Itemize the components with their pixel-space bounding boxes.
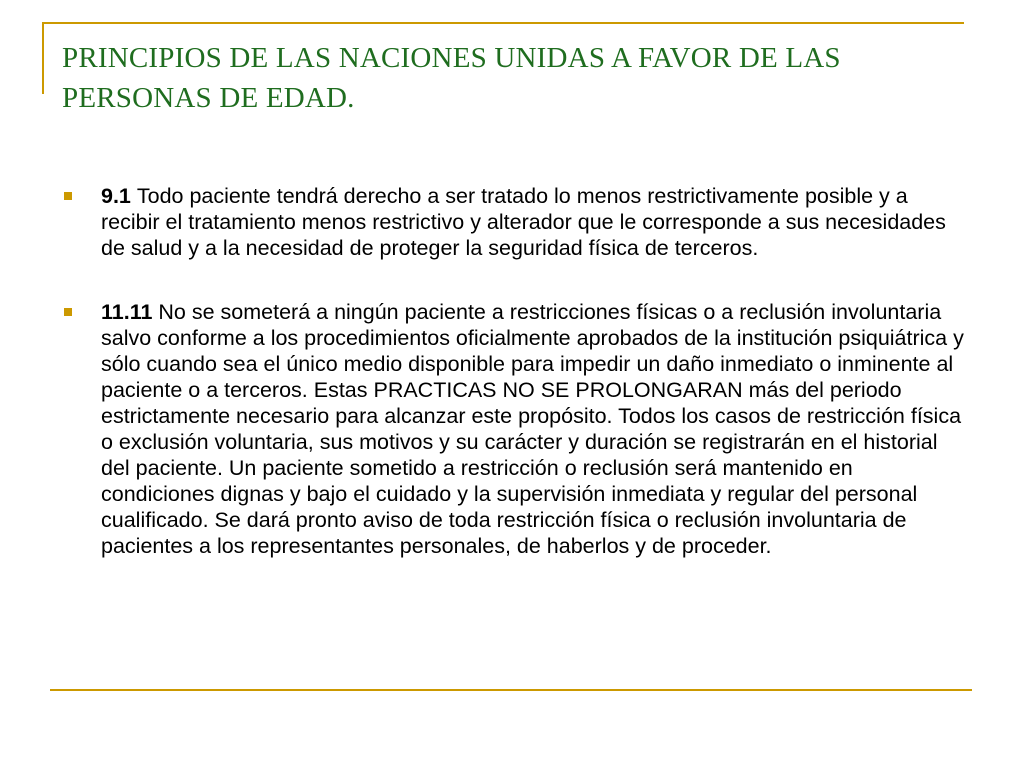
bullet-list: [62, 183, 972, 559]
bullet-text: Todo paciente tendrá derecho a ser tratado lo menos restrictivamente posible y a recibir el tratamiento menos restrictivo y alterador que le corresponde a sus necesidades de salud y a la necesidad de proteger la seguridad física de terceros.: [101, 184, 946, 260]
bullet-text: No se someterá a ningún paciente a restricciones físicas o a reclusión involuntaria salvo conforme a los procedimientos oficialmente aprobados de la institución psiquiátrica y sólo cuando sea el único medio disponible para impedir un daño inmediato o inminente al paciente o a terceros. Estas PRACTICAS NO SE PROLONGARAN más del periodo estrictamente necesario para alcanzar este propósito. Todos los casos de restricción física o exclusión voluntaria, sus motivos y su carácter y duración se registrarán en el historial del paciente. Un paciente sometido a restricción o reclusión será mantenido en condiciones dignas y bajo el cuidado y la supervisión inmediata y regular del personal cualificado. Se dará pronto aviso de toda restricción física o reclusión involuntaria de pacientes a los representantes personales, de haberlos y de proceder.: [101, 300, 964, 558]
bullet-number: 9.1: [101, 184, 137, 208]
square-bullet-icon: [64, 308, 72, 316]
slide-title: PRINCIPIOS DE LAS NACIONES UNIDAS A FAVOR DE LAS PERSONAS DE EDAD.: [62, 42, 841, 114]
bullet-item: [62, 299, 972, 559]
bottom-divider-line: [50, 689, 972, 691]
left-accent-line: [42, 22, 44, 94]
square-bullet-icon: [64, 192, 72, 200]
bullet-item: [62, 183, 972, 261]
top-divider-line: [42, 22, 964, 24]
bullet-number: 11.11: [101, 300, 159, 324]
